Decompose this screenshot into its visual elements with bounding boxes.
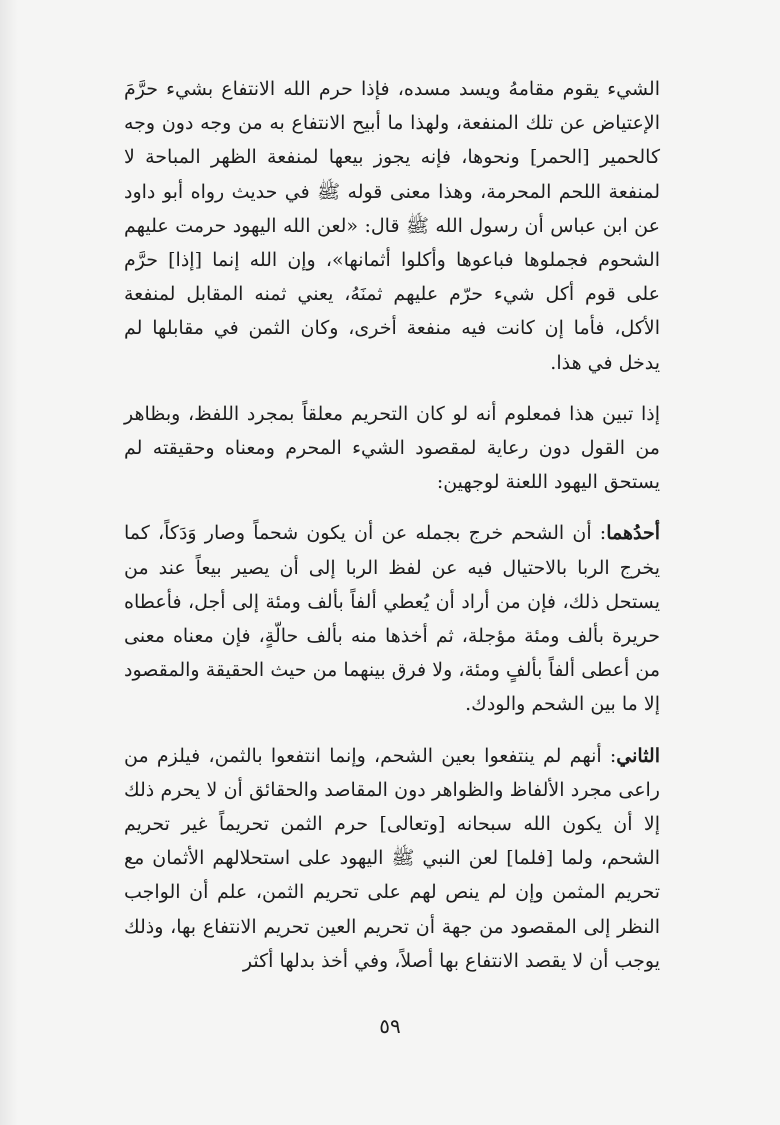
paragraph-3-text: : أن الشحم خرج بجمله عن أن يكون شحماً وصار وَدَكاً، كما يخرج الربا بالاحتيال فيه عن لفظ الربا إلى أن يصير بيعاً عند من يستحل ذلك، فإن من أراد أن يُعطي ألفاً بألف ومئة إلى أجل، فأعطاه حريرة بألف ومئة مؤجلة، ثم أخذها منه بألف حالّةٍ، فإن معناه معنى من أعطى ألفاً بألفٍ ومئة، ولا فرق بينهما من حيث الحقيقة والمقصود إلا ما بين الشحم والودك. — [124, 522, 660, 716]
paragraph-4 — [124, 739, 660, 978]
paragraph-2 — [124, 397, 660, 500]
paragraph-2-text: إذا تبين هذا فمعلوم أنه لو كان التحريم معلقاً بمجرد اللفظ، وبظاهر من القول دون رعاية لمقصود الشيء المحرم ومعناه وحقيقته لم يستحق اليهود اللعنة لوجهين: — [124, 402, 660, 494]
paragraph-1-text: الشيء يقوم مقامهُ ويسد مسده، فإذا حرم الله الانتفاع بشيء حرَّمَ الإعتياض عن تلك المنفعة، ولهذا ما أبيح الانتفاع به من وجه دون وجه كالحمير [الحمر] ونحوها، فإنه يجوز بيعها لمنفعة الظهر المباحة لا لمنفعة اللحم المحرمة، وهذا معنى قوله ﷺ في حديث رواه أبو داود عن ابن عباس أن رسول الله ﷺ قال: «لعن الله اليهود حرمت عليهم الشحوم فجملوها فباعوها وأكلوا أثمانها»، وإن الله إنما [إذا] حرَّم على قوم أكل شيء حرّم عليهم ثمنَهُ، يعني ثمنه المقابل لمنفعة الأكل، فأما إن كانت فيه منفعة أخرى، وكان الثمن في مقابلها لم يدخل في هذا. — [124, 78, 660, 374]
paragraph-1 — [124, 72, 660, 380]
paragraph-4-lead: الثاني — [616, 744, 660, 767]
paragraph-4-text: : أنهم لم ينتفعوا بعين الشحم، وإنما انتفعوا بالثمن، فيلزم من راعى مجرد الألفاظ والظواهر دون المقاصد والحقائق أن لا يحرم ذلك إلا أن يكون الله سبحانه [وتعالى] حرم الثمن تحريماً غير تحريم الشحم، ولما [فلما] لعن النبي ﷺ اليهود على استحلالهم الأثمان مع تحريم المثمن وإن لم ينص لهم على تحريم الثمن، علم أن الواجب النظر إلى المقصود من جهة أن تحريم العين تحريم الانتفاع بها، وذلك يوجب أن لا يقصد الانتفاع بها أصلاً، وفي أخذ بدلها أكثر — [124, 744, 660, 972]
page-binding-shadow — [0, 0, 18, 1125]
page-number: ٥٩ — [379, 1014, 401, 1038]
body-text — [124, 72, 660, 978]
paragraph-3 — [124, 516, 660, 721]
paragraph-3-lead: أحدُهما — [606, 522, 660, 545]
